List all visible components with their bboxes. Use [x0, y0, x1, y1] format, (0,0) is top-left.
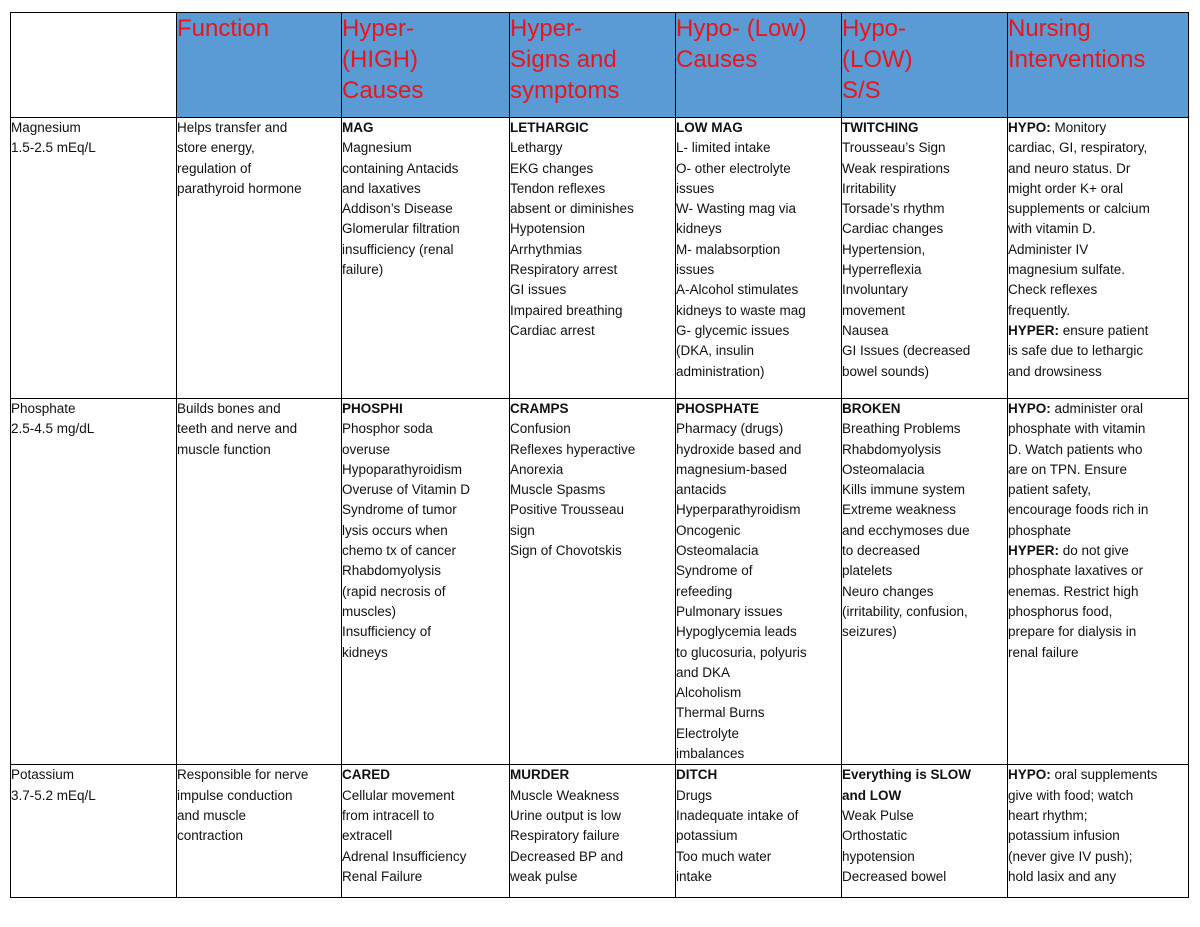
header-text-line: Interventions: [1008, 46, 1146, 73]
intervention-text: Administer IV: [1008, 241, 1089, 257]
intervention-text: encourage foods rich in: [1008, 502, 1149, 518]
intervention-label: HYPO:: [1008, 120, 1051, 135]
list-item: sign: [510, 522, 535, 538]
function-line: teeth and nerve and: [177, 421, 298, 437]
mnemonic: BROKEN: [842, 401, 901, 416]
list-item: movement: [842, 302, 906, 318]
intervention-line: [1008, 341, 1188, 361]
table-row: [11, 765, 1189, 898]
list-item: overuse: [342, 441, 391, 457]
intervention-line: [1008, 643, 1188, 663]
intervention-text: prepare for dialysis in: [1008, 624, 1137, 640]
nursing-interventions-cell: [1008, 118, 1189, 399]
function-line: impulse conduction: [177, 787, 293, 803]
mnemonic: LETHARGIC: [510, 120, 589, 135]
hypo-causes-cell: [676, 399, 842, 765]
list-item: seizures): [842, 624, 897, 640]
header-text-line: (LOW): [842, 46, 913, 73]
function-line: and muscle: [177, 807, 247, 823]
intervention-text: phosphate with vitamin: [1008, 421, 1146, 437]
list-item: Rhabdomyolysis: [842, 441, 942, 457]
intervention-text: enemas. Restrict high: [1008, 583, 1139, 599]
list-item: absent or diminishes: [510, 201, 634, 217]
list-item: Insufficiency of: [342, 624, 432, 640]
list-item: issues: [676, 262, 715, 278]
intervention-text: (never give IV push);: [1008, 848, 1133, 864]
list-item: Osteomalacia: [842, 461, 925, 477]
list-item: Hyperparathyroidism: [676, 502, 801, 518]
list-item: Decreased bowel: [842, 868, 947, 884]
intervention-line: [1008, 138, 1188, 158]
mnemonic: TWITCHING: [842, 120, 919, 135]
hypo-causes-cell: [676, 765, 842, 898]
electrolyte-name-cell: [11, 118, 177, 399]
list-item: Impaired breathing: [510, 302, 623, 318]
list-item: Lethargy: [510, 140, 563, 156]
intervention-line: [1008, 219, 1188, 239]
list-item: Torsade’s rhythm: [842, 201, 945, 217]
list-item: Tendon reflexes: [510, 180, 606, 196]
list-item: Pharmacy (drugs): [676, 421, 784, 437]
list-item: Electrolyte: [676, 725, 740, 741]
list-item: Hypertension,: [842, 241, 926, 257]
table-row: [11, 118, 1189, 399]
intervention-text: are on TPN. Ensure: [1008, 461, 1128, 477]
nursing-interventions-cell: [1008, 399, 1189, 765]
intervention-label: HYPER:: [1008, 543, 1060, 559]
intervention-line: [1008, 602, 1188, 622]
header-empty-cell: [11, 13, 177, 118]
function-cell: [177, 118, 342, 399]
table-row: [11, 399, 1189, 765]
list-item: A-Alcohol stimulates: [676, 282, 799, 298]
mnemonic: MAG: [342, 120, 374, 135]
mnemonic: CARED: [342, 767, 391, 783]
list-item: intake: [676, 868, 713, 884]
hypo-causes-cell: [676, 118, 842, 399]
intervention-line: [1008, 362, 1188, 382]
mnemonic: PHOSPHI: [342, 401, 403, 416]
list-item: Overuse of Vitamin D: [342, 482, 471, 498]
intervention-text: phosphorus food,: [1008, 603, 1113, 619]
function-cell: [177, 399, 342, 765]
intervention-line: [1008, 806, 1188, 826]
header-function: [177, 13, 342, 118]
intervention-text: hold lasix and any: [1008, 868, 1117, 884]
intervention-label: HYPER:: [1008, 322, 1060, 338]
intervention-line: [1008, 622, 1188, 642]
function-line: regulation of: [177, 160, 252, 176]
hyper-causes-cell: [342, 399, 510, 765]
intervention-line: [1008, 199, 1188, 219]
list-item: Decreased BP and: [510, 848, 624, 864]
intervention-line: [1008, 521, 1188, 541]
list-item: Respiratory failure: [510, 828, 620, 844]
list-item: Adrenal Insufficiency: [342, 848, 467, 864]
list-item: Hypotension: [510, 221, 586, 237]
intervention-text: cardiac, GI, respiratory,: [1008, 140, 1148, 156]
list-item: extracell: [342, 828, 393, 844]
list-item: and ecchymoses due: [842, 522, 970, 538]
list-item: M- malabsorption: [676, 241, 781, 257]
intervention-line: [1008, 500, 1188, 520]
header-text-line: Hypo-: [842, 15, 907, 42]
list-item: Respiratory arrest: [510, 262, 618, 278]
intervention-text: supplements or calcium: [1008, 201, 1150, 217]
function-line: contraction: [177, 828, 244, 844]
header-text-line: (HIGH): [342, 46, 418, 73]
intervention-text: Monitory: [1050, 120, 1107, 135]
mnemonic: CRAMPS: [510, 401, 569, 416]
header-text-line: Signs and: [510, 46, 617, 73]
list-item: muscles): [342, 603, 397, 619]
intervention-line: [1008, 541, 1188, 561]
list-item: and laxatives: [342, 180, 421, 196]
list-item: Reflexes hyperactive: [510, 441, 636, 457]
list-item: Sign of Chovotskis: [510, 543, 622, 559]
intervention-line: [1008, 240, 1188, 260]
list-item: kidneys to waste mag: [676, 302, 806, 318]
intervention-text: and drowsiness: [1008, 363, 1102, 379]
list-item: (irritability, confusion,: [842, 603, 968, 619]
header-text-line: Causes: [676, 46, 758, 73]
list-item: Cardiac changes: [842, 221, 944, 237]
intervention-line: [1008, 765, 1188, 785]
intervention-text: is safe due to lethargic: [1008, 343, 1144, 359]
mnemonic: LOW MAG: [676, 120, 743, 135]
intervention-label: HYPO:: [1008, 401, 1051, 416]
normal-range: 3.7-5.2 mEq/L: [11, 787, 96, 803]
list-item: Nausea: [842, 322, 889, 338]
intervention-line: [1008, 260, 1188, 280]
intervention-line: [1008, 118, 1188, 138]
intervention-text: renal failure: [1008, 644, 1079, 660]
intervention-text: magnesium sulfate.: [1008, 262, 1126, 278]
list-item: administration): [676, 363, 765, 379]
function-line: muscle function: [177, 441, 271, 457]
electrolyte-name-cell: [11, 399, 177, 765]
list-item: Neuro changes: [842, 583, 934, 599]
list-item: bowel sounds): [842, 363, 930, 379]
list-item: Alcoholism: [676, 685, 742, 701]
hypo-signs-cell: [842, 399, 1008, 765]
list-item: Renal Failure: [342, 868, 423, 884]
hyper-signs-cell: [510, 118, 676, 399]
header-text-line: S/S: [842, 77, 881, 104]
intervention-text: Check reflexes: [1008, 282, 1098, 298]
intervention-text: do not give: [1059, 543, 1129, 559]
intervention-text: with vitamin D.: [1008, 221, 1096, 237]
list-item: imbalances: [676, 746, 745, 762]
header-hypo-causes: [676, 13, 842, 118]
list-item: Phosphor soda: [342, 421, 433, 437]
list-item: L- limited intake: [676, 140, 771, 156]
header-text-line: Causes: [342, 77, 424, 104]
list-item: (DKA, insulin: [676, 343, 755, 359]
intervention-line: [1008, 301, 1188, 321]
intervention-line: [1008, 867, 1188, 887]
hyper-causes-cell: [342, 118, 510, 399]
list-item: Hypoparathyroidism: [342, 461, 463, 477]
list-item: Glomerular filtration: [342, 221, 460, 237]
intervention-line: [1008, 460, 1188, 480]
list-item: W- Wasting mag via: [676, 201, 797, 217]
list-item: Hypoglycemia leads: [676, 624, 797, 640]
intervention-line: [1008, 321, 1188, 341]
list-item: Weak Pulse: [842, 807, 914, 823]
header-text-line: Hypo- (Low): [676, 15, 807, 42]
list-item: Involuntary: [842, 282, 909, 298]
list-item: to decreased: [842, 543, 921, 559]
list-item: Trousseau’s Sign: [842, 140, 946, 156]
list-item: GI Issues (decreased: [842, 343, 971, 359]
list-item: Orthostatic: [842, 828, 908, 844]
list-item: refeeding: [676, 583, 733, 599]
function-cell: [177, 765, 342, 898]
header-text-line: Nursing: [1008, 15, 1091, 42]
list-item: Cardiac arrest: [510, 322, 595, 338]
list-item: Hyperreflexia: [842, 262, 922, 278]
list-item: Rhabdomyolysis: [342, 563, 442, 579]
intervention-text: oral supplements: [1050, 767, 1158, 783]
intervention-text: and neuro status. Dr: [1008, 160, 1131, 176]
function-line: parathyroid hormone: [177, 180, 302, 196]
list-item: Irritability: [842, 180, 897, 196]
list-item: hydroxide based and: [676, 441, 802, 457]
list-item: Magnesium: [342, 140, 412, 156]
list-item: Confusion: [510, 421, 571, 437]
mnemonic: Everything is SLOW: [842, 767, 972, 783]
intervention-line: [1008, 826, 1188, 846]
list-item: weak pulse: [510, 868, 578, 884]
electrolyte-name-cell: [11, 765, 177, 898]
intervention-line: [1008, 786, 1188, 806]
header-text-line: Hyper-: [510, 15, 583, 42]
electrolyte-name: Magnesium: [11, 120, 81, 135]
normal-range: 1.5-2.5 mEq/L: [11, 140, 96, 156]
list-item: Drugs: [676, 787, 713, 803]
list-item: antacids: [676, 482, 727, 498]
list-item: EKG changes: [510, 160, 594, 176]
intervention-text: D. Watch patients who: [1008, 441, 1143, 457]
intervention-line: [1008, 561, 1188, 581]
intervention-text: might order K+ oral: [1008, 180, 1124, 196]
list-item: potassium: [676, 828, 738, 844]
intervention-text: phosphate laxatives or: [1008, 563, 1144, 579]
intervention-line: [1008, 179, 1188, 199]
intervention-line: [1008, 399, 1188, 419]
header-text-line: Function: [177, 15, 270, 42]
list-item: Pulmonary issues: [676, 603, 783, 619]
list-item: O- other electrolyte: [676, 160, 791, 176]
list-item: kidneys: [676, 221, 722, 237]
list-item: Anorexia: [510, 461, 564, 477]
list-item: magnesium-based: [676, 461, 788, 477]
list-item: Weak respirations: [842, 160, 950, 176]
intervention-line: [1008, 280, 1188, 300]
intervention-text: administer oral: [1050, 401, 1144, 416]
intervention-text: phosphate: [1008, 522, 1072, 538]
list-item: Syndrome of: [676, 563, 753, 579]
list-item: kidneys: [342, 644, 388, 660]
list-item: Osteomalacia: [676, 543, 759, 559]
electrolyte-name: Potassium: [11, 767, 75, 783]
list-item: GI issues: [510, 282, 567, 298]
mnemonic: PHOSPHATE: [676, 401, 760, 416]
list-item: hypotension: [842, 848, 915, 864]
header-text-line: Hyper-: [342, 15, 415, 42]
header-hypo-signs: [842, 13, 1008, 118]
list-item: Kills immune system: [842, 482, 966, 498]
hyper-signs-cell: [510, 399, 676, 765]
normal-range: 2.5-4.5 mg/dL: [11, 421, 95, 437]
header-hyper-causes: [342, 13, 510, 118]
intervention-line: [1008, 480, 1188, 500]
list-item: Cellular movement: [342, 787, 455, 803]
list-item: chemo tx of cancer: [342, 543, 457, 559]
function-line: Builds bones and: [177, 401, 281, 416]
header-nursing-interventions: [1008, 13, 1189, 118]
intervention-text: ensure patient: [1059, 322, 1149, 338]
intervention-line: [1008, 847, 1188, 867]
nursing-interventions-cell: [1008, 765, 1189, 898]
function-line: Helps transfer and: [177, 120, 288, 135]
list-item: Inadequate intake of: [676, 807, 799, 823]
list-item: to glucosuria, polyuris: [676, 644, 807, 660]
list-item: (rapid necrosis of: [342, 583, 446, 599]
hypo-signs-cell: [842, 118, 1008, 399]
hyper-signs-cell: [510, 765, 676, 898]
intervention-text: frequently.: [1008, 302, 1071, 318]
list-item: Addison’s Disease: [342, 201, 453, 217]
list-item: Muscle Spasms: [510, 482, 606, 498]
electrolyte-name: Phosphate: [11, 401, 76, 416]
header-hyper-signs: [510, 13, 676, 118]
list-item: containing Antacids: [342, 160, 459, 176]
list-item: Syndrome of tumor: [342, 502, 457, 518]
hypo-signs-cell: [842, 765, 1008, 898]
intervention-text: patient safety,: [1008, 482, 1092, 498]
intervention-text: give with food; watch: [1008, 787, 1134, 803]
list-item: Extreme weakness: [842, 502, 957, 518]
intervention-label: HYPO:: [1008, 767, 1051, 783]
list-item: Urine output is low: [510, 807, 622, 823]
intervention-line: [1008, 582, 1188, 602]
list-item: G- glycemic issues: [676, 322, 790, 338]
list-item: platelets: [842, 563, 893, 579]
function-line: Responsible for nerve: [177, 767, 309, 783]
list-item: insufficiency (renal: [342, 241, 454, 257]
list-item: Positive Trousseau: [510, 502, 625, 518]
intervention-text: potassium infusion: [1008, 828, 1120, 844]
header-text-line: symptoms: [510, 77, 620, 104]
intervention-line: [1008, 440, 1188, 460]
mnemonic: MURDER: [510, 767, 570, 783]
intervention-line: [1008, 419, 1188, 439]
mnemonic: DITCH: [676, 767, 718, 783]
list-item: Thermal Burns: [676, 705, 765, 721]
mnemonic: and LOW: [842, 787, 902, 803]
list-item: Too much water: [676, 848, 772, 864]
list-item: Breathing Problems: [842, 421, 961, 437]
list-item: Muscle Weakness: [510, 787, 620, 803]
intervention-text: heart rhythm;: [1008, 807, 1088, 823]
list-item: issues: [676, 180, 715, 196]
hyper-causes-cell: [342, 765, 510, 898]
list-item: Arrhythmias: [510, 241, 583, 257]
list-item: from intracell to: [342, 807, 435, 823]
intervention-line: [1008, 159, 1188, 179]
list-item: and DKA: [676, 664, 731, 680]
list-item: Oncogenic: [676, 522, 741, 538]
header-row: [11, 13, 1189, 118]
electrolyte-table: [10, 12, 1189, 898]
list-item: lysis occurs when: [342, 522, 448, 538]
function-line: store energy,: [177, 140, 255, 156]
list-item: failure): [342, 262, 384, 278]
